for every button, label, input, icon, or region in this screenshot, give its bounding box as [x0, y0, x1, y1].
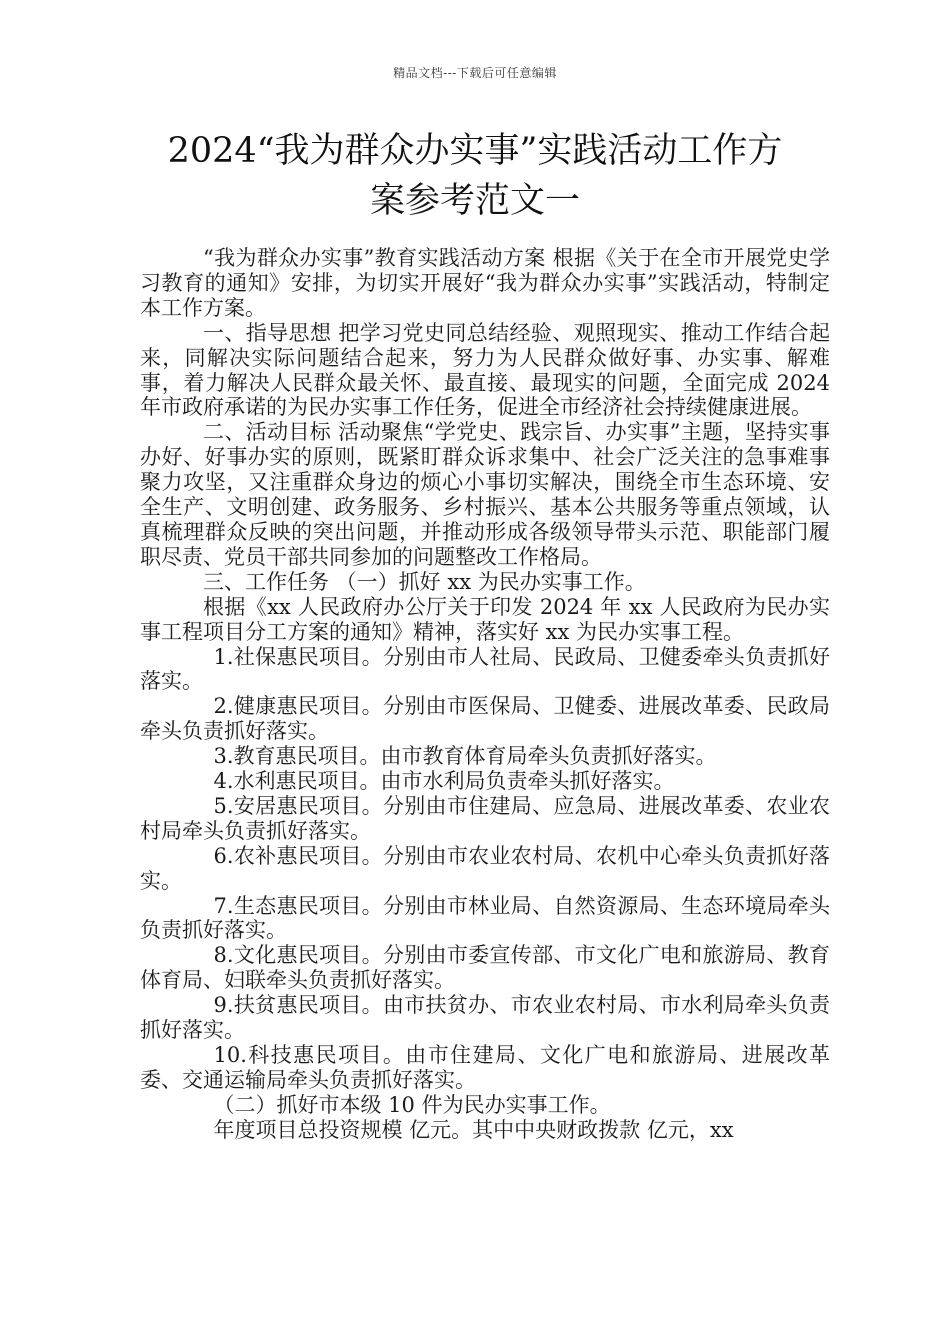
- paragraph-work-tasks-heading: 三、工作任务 （一）抓好 xx 为民办实事工作。: [203, 569, 646, 594]
- paragraph-notice-basis: 根据《xx 人民政府办公厅关于印发 2024 年 xx 人民政府为民办实事工程项目分工方案的通知》精神，落实好 xx 为民办实事工程。: [140, 594, 830, 644]
- list-item-social-security: 1.社保惠民项目。分别由市人社局、民政局、卫健委牵头负责抓好落实。: [140, 644, 830, 694]
- list-item-ecology: 7.生态惠民项目。分别由市林业局、自然资源局、生态环境局牵头负责抓好落实。: [140, 893, 830, 943]
- list-item-education: 3.教育惠民项目。由市教育体育局牵头负责抓好落实。: [213, 744, 717, 769]
- document-title: [80, 126, 870, 226]
- paragraph-guiding-ideology: 一、指导思想 把学习党史同总结经验、观照现实、推动工作结合起来，同解决实际问题结合起来，努力为人民群众做好事、办实事、解难事，着力解决人民群众最关怀、最直接、最现实的问题，全面完成 2024 年市政府承诺的为民办实事工作任务，促进全市经济社会持续健康进展。: [140, 320, 830, 420]
- paragraph-intro: “我为群众办实事”教育实践活动方案 根据《关于在全市开展党史学习教育的通知》安排，为切实开展好“我为群众办实事”实践活动，特制定本工作方案。: [140, 246, 830, 320]
- page-header-note: 精品文档---下载后可任意编辑: [393, 66, 557, 80]
- title-line-2: 案参考范文一: [369, 181, 580, 221]
- list-item-technology: 10.科技惠民项目。由市住建局、文化广电和旅游局、进展改革委、交通运输局牵头负责抓好落实。: [140, 1043, 830, 1092]
- list-item-health: 2.健康惠民项目。分别由市医保局、卫健委、进展改革委、民政局牵头负责抓好落实。: [140, 694, 830, 744]
- list-item-poverty: 9.扶贫惠民项目。由市扶贫办、市农业农村局、市水利局牵头负责抓好落实。: [140, 993, 830, 1043]
- document-body: [140, 246, 830, 1143]
- list-item-water: 4.水利惠民项目。由市水利局负责牵头抓好落实。: [213, 769, 675, 794]
- list-item-housing: 5.安居惠民项目。分别由市住建局、应急局、进展改革委、农业农村局牵头负责抓好落实。: [140, 793, 830, 843]
- paragraph-investment: 年度项目总投资规模 亿元。其中中央财政拨款 亿元，xx: [213, 1117, 734, 1142]
- list-item-culture: 8.文化惠民项目。分别由市委宣传部、市文化广电和旅游局、教育体育局、妇联牵头负责抓好落实。: [140, 943, 830, 993]
- paragraph-city-level-heading: （二）抓好市本级 10 件为民办实事工作。: [213, 1092, 611, 1117]
- title-line-1: 2024“我为群众办实事”实践活动工作方: [167, 131, 783, 171]
- paragraph-activity-goals: 二、活动目标 活动聚焦“学党史、践宗旨、办实事”主题，坚持实事办好、好事办实的原则，既紧盯群众诉求集中、社会广泛关注的急事难事聚力攻坚，又注重群众身边的烦心小事切实解决，围绕全市生态环境、安全生产、文明创建、政务服务、乡村振兴、基本公共服务等重点领域，认真梳理群众反映的突出问题，并推动形成各级领导带头示范、职能部门履职尽责、党员干部共同参加的问题整改工作格局。: [140, 420, 830, 569]
- list-item-agri-subsidy: 6.农补惠民项目。分别由市农业农村局、农机中心牵头负责抓好落实。: [140, 843, 830, 893]
